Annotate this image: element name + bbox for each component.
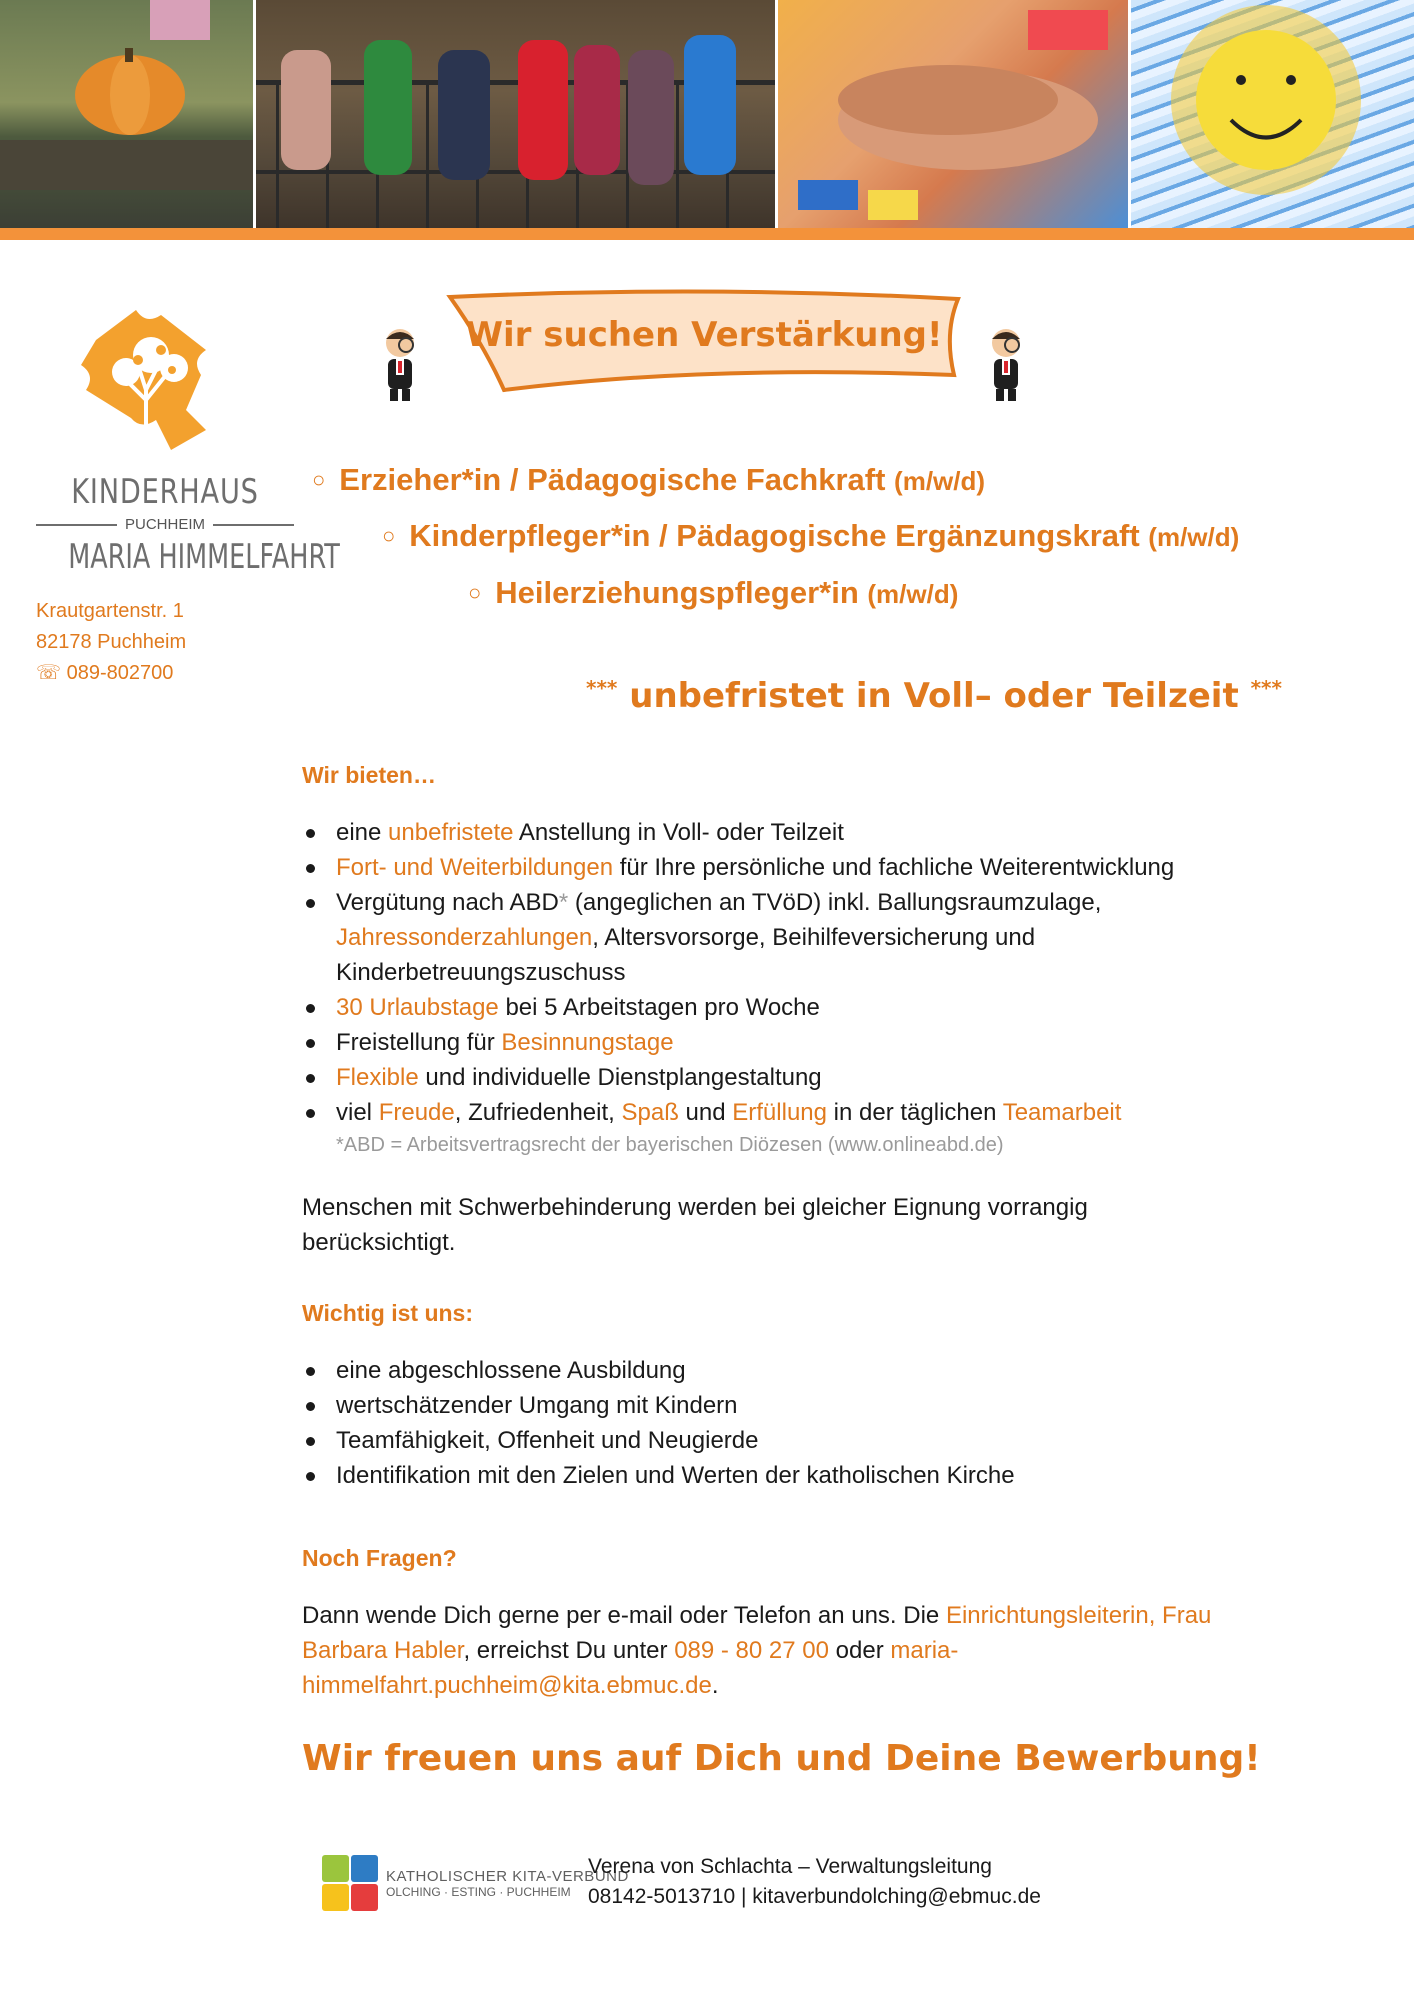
children-at-fence-photo [256, 0, 778, 228]
position-2 [382, 518, 1239, 554]
kita-verbund-logo [322, 1855, 629, 1911]
position-suffix: (m/w/d) [894, 466, 986, 496]
logo-divider [36, 524, 117, 526]
address-city: 82178 Puchheim [36, 631, 187, 653]
tagline-text: unbefristet in Voll– oder Teilzeit [629, 676, 1239, 716]
address-phone[interactable]: 089-802700 [66, 662, 174, 684]
leader-name: Einrichtungsleiterin, Frau Barbara Habler [302, 1602, 1212, 1664]
address-street: Krautgartenstr. 1 [36, 600, 184, 622]
puzzle-logo-icon [322, 1855, 378, 1911]
closing-line: Wir freuen uns auf Dich und Deine Bewerbung! [302, 1738, 1261, 1779]
tagline-stars: *** [1250, 676, 1282, 700]
offer-item: 30 Urlaubstage bei 5 Arbeitstagen pro Woche [302, 990, 1302, 1025]
stacked-hands-photo [778, 0, 1131, 228]
kita-verbund-name: KATHOLISCHER KITA-VERBUND [386, 1867, 629, 1885]
offer-heading: Wir bieten… [302, 762, 436, 788]
logo-subtitle [36, 516, 294, 533]
requirements-heading: Wichtig ist uns: [302, 1300, 474, 1326]
offer-list [302, 815, 1302, 1130]
circle-bullet-icon: ○ [382, 523, 396, 548]
abd-footnote: *ABD = Arbeitsvertragsrecht der bayerischen Diözesen (www.onlineabd.de) [336, 1134, 1004, 1156]
questions-text: Dann wende Dich gerne per e-mail oder Telefon an uns. Die Einrichtungsleiterin, Frau Barbara Habler, erreichst Du unter 089 - 80 27 00 oder maria-himmelfahrt.puchheim@kita.ebmuc.de. [302, 1602, 1212, 1699]
address-phone-row [36, 658, 186, 689]
kita-verbund-locations: OLCHING · ESTING · PUCHHEIM [386, 1884, 571, 1899]
banner-text: Wir suchen Verstärkung! [465, 315, 943, 355]
offer-item: viel Freude, Zufriedenheit, Spaß und Erfüllung in der täglichen Teamarbeit [302, 1095, 1302, 1130]
requirements-section [302, 1296, 1302, 1493]
offer-item: Flexible und individuelle Dienstplangestaltung [302, 1060, 1302, 1095]
requirement-item: Teamfähigkeit, Offenheit und Neugierde [302, 1423, 1302, 1458]
kinderhaus-logo [36, 300, 340, 577]
tagline-stars: *** [586, 676, 618, 700]
footer-contact-name: Verena von Schlachta – Verwaltungsleitung [588, 1855, 992, 1878]
puzzle-tree-icon [66, 300, 236, 460]
contact-phone-link[interactable]: 089 - 80 27 00 [674, 1637, 829, 1664]
requirement-item: eine abgeschlossene Ausbildung [302, 1353, 1302, 1388]
logo-divider [213, 524, 294, 526]
circle-bullet-icon: ○ [468, 580, 482, 605]
circle-bullet-icon: ○ [312, 467, 326, 492]
position-title: Erzieher*in / Pädagogische Fachkraft [339, 462, 886, 497]
employment-tagline [586, 676, 1282, 716]
disability-note: Menschen mit Schwerbehinderung werden bei gleicher Eignung vorrangig berücksichtigt. [302, 1194, 1088, 1256]
questions-section [302, 1541, 1302, 1703]
address-block [36, 596, 186, 689]
footer-contact-details: 08142-5013710 | kitaverbundolching@ebmuc.de [588, 1885, 1041, 1908]
position-3 [468, 575, 958, 611]
logo-name-line1: KINDERHAUS [71, 472, 259, 512]
header-photo-strip [0, 0, 1414, 228]
position-1 [312, 462, 985, 498]
banner [444, 285, 964, 400]
logo-subtitle-text: PUCHHEIM [125, 516, 206, 533]
sun-drawing-photo [1131, 0, 1414, 228]
position-title: Heilerziehungspfleger*in [495, 575, 859, 610]
footer-contact [588, 1852, 1041, 1912]
offer-item: eine unbefristete Anstellung in Voll- oder Teilzeit [302, 815, 1302, 850]
position-title: Kinderpfleger*in / Pädagogische Ergänzungskraft [409, 518, 1140, 553]
position-suffix: (m/w/d) [867, 579, 959, 609]
requirements-list [302, 1353, 1302, 1493]
header-accent-bar [0, 228, 1414, 240]
logo-name-line2: MARIA HIMMELFAHRT [68, 537, 340, 577]
position-suffix: (m/w/d) [1148, 522, 1240, 552]
contact-email-link[interactable]: maria-himmelfahrt.puchheim@kita.ebmuc.de [302, 1637, 959, 1699]
questions-heading: Noch Fragen? [302, 1545, 457, 1571]
offer-section [302, 758, 1302, 1160]
requirement-item: Identifikation mit den Zielen und Werten der katholischen Kirche [302, 1458, 1302, 1493]
pumpkin-photo [0, 0, 256, 228]
requirement-item: wertschätzender Umgang mit Kindern [302, 1388, 1302, 1423]
phone-icon: ☏ [36, 662, 62, 684]
offer-item: Vergütung nach ABD* (angeglichen an TVöD) inkl. Ballungsraumzulage, Jahressonderzahlungen, Altersvorsorge, Beihilfeversicherung und Kinderbetreuungszuschuss [302, 885, 1302, 990]
detective-figure-icon [982, 325, 1030, 405]
offer-item: Freistellung für Besinnungstage [302, 1025, 1302, 1060]
offer-item: Fort- und Weiterbildungen für Ihre persönliche und fachliche Weiterentwicklung [302, 850, 1302, 885]
detective-figure-icon [376, 325, 424, 405]
